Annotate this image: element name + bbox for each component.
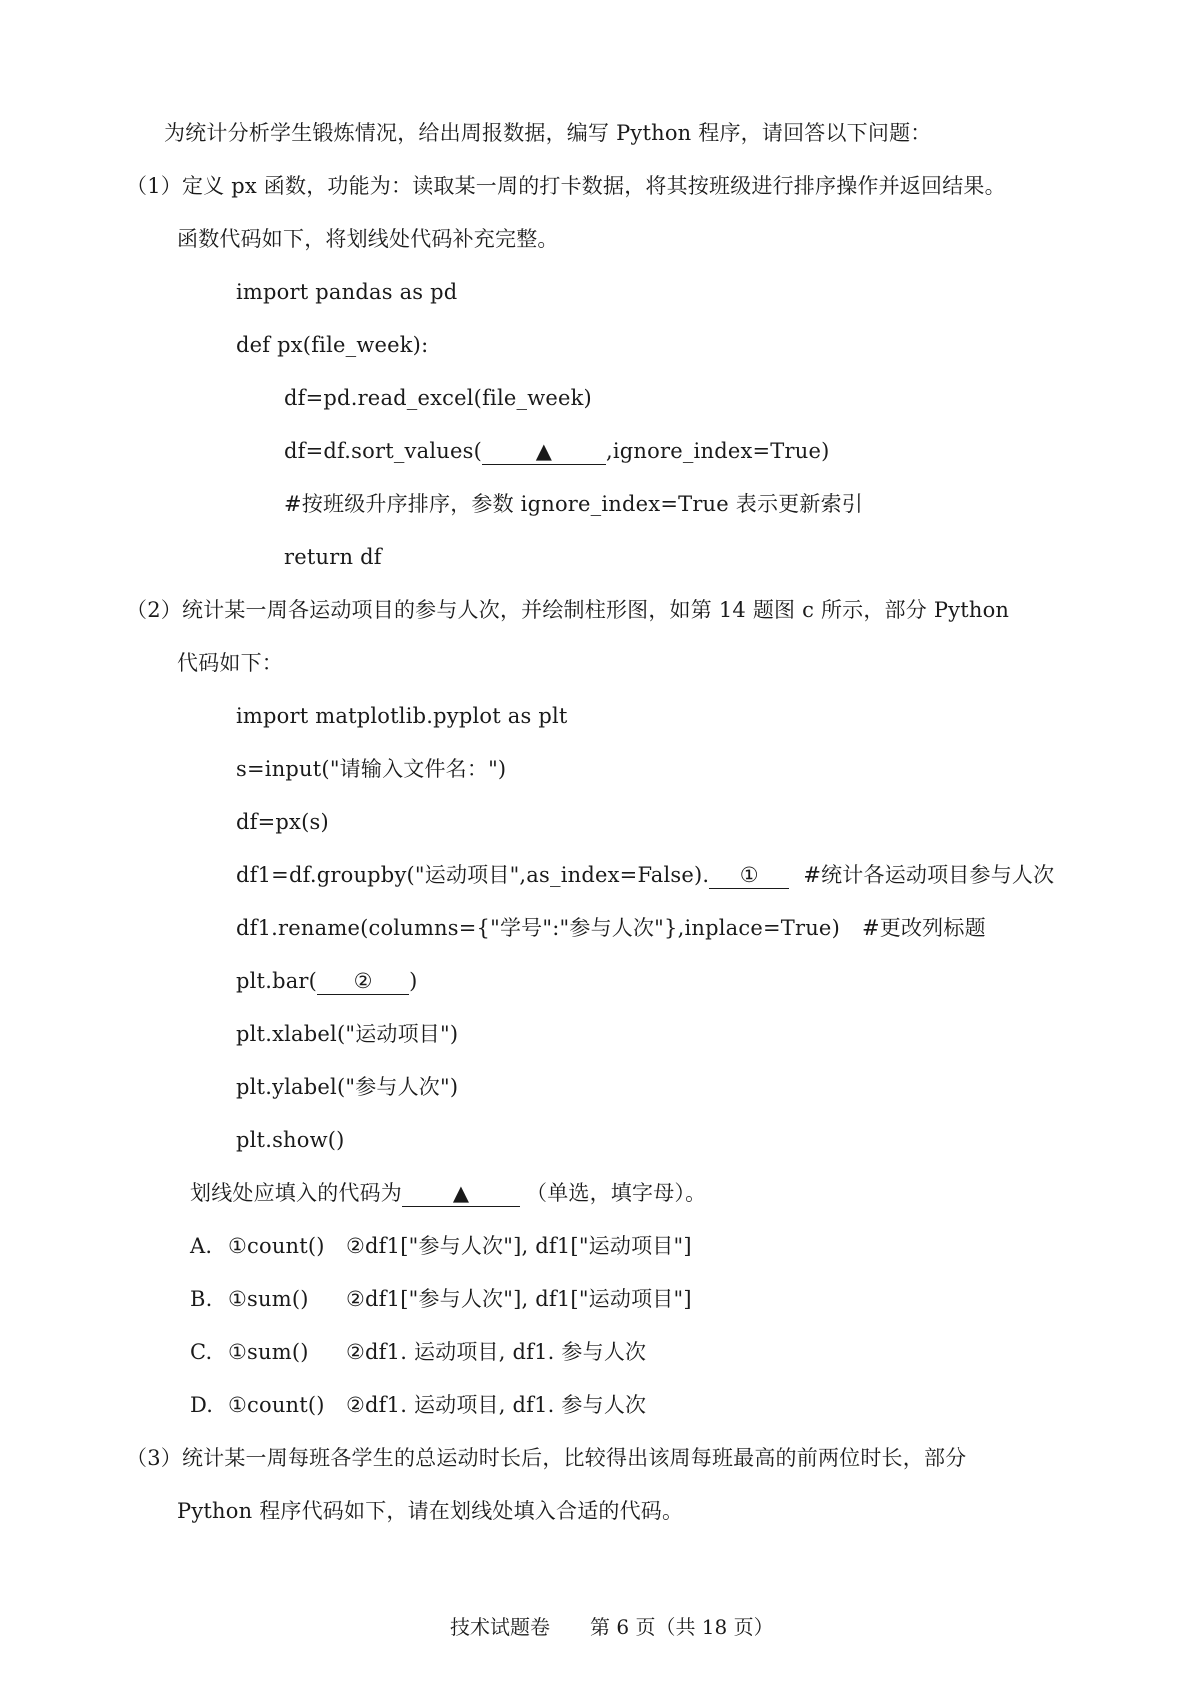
option-c [190, 1337, 646, 1367]
groupby-comment: #统计各运动项目参与人次 [803, 863, 1055, 887]
q2-text: （2）统计某一周各运动项目的参与人次，并绘制柱形图，如第 14 题图 c 所示，部分 Python [126, 598, 1010, 622]
option-part-1: ①sum() [228, 1287, 309, 1311]
fill-instruction [190, 1178, 706, 1208]
q3-text-2: Python 程序代码如下，请在划线处填入合适的代码。 [177, 1499, 684, 1523]
sort-prefix: df=df.sort_values( [284, 439, 482, 463]
option-part-2: ②df1["参与人次"], df1["运动项目"] [346, 1234, 692, 1258]
sort-blank: ▲ [482, 438, 606, 465]
rename-code: df1.rename(columns={"学号":"参与人次"},inplace=True) [236, 916, 840, 940]
q1-text: （1）定义 px 函数，功能为：读取某一周的打卡数据，将其按班级进行排序操作并返回结果。 [126, 174, 1006, 198]
bar-prefix: plt.bar( [236, 969, 318, 993]
code-ylabel: plt.ylabel("参与人次") [236, 1075, 459, 1099]
option-part-1: ①sum() [228, 1340, 309, 1364]
code-sort-values [284, 436, 830, 466]
intro-text: 为统计分析学生锻炼情况，给出周报数据，编写 Python 程序，请回答以下问题： [164, 121, 932, 145]
code-import-plt: import matplotlib.pyplot as plt [236, 704, 568, 728]
code-return: return df [284, 545, 382, 569]
code-bar [236, 966, 417, 996]
bar-blank: ② [317, 968, 409, 995]
option-part-2: ②df1. 运动项目, df1. 参与人次 [346, 1340, 647, 1364]
option-b [190, 1284, 692, 1314]
code-show: plt.show() [236, 1128, 345, 1152]
option-label: D. [190, 1393, 214, 1417]
option-label: A. [190, 1234, 213, 1258]
option-part-2: ②df1. 运动项目, df1. 参与人次 [346, 1393, 647, 1417]
code-import-pandas: import pandas as pd [236, 280, 458, 304]
option-part-2: ②df1["参与人次"], df1["运动项目"] [346, 1287, 692, 1311]
q3-text: （3）统计某一周每班各学生的总运动时长后，比较得出该周每班最高的前两位时长，部分 [126, 1446, 967, 1470]
option-a [190, 1231, 692, 1261]
code-df-px: df=px(s) [236, 810, 329, 834]
option-part-1: ①count() [228, 1234, 325, 1258]
fill-suffix: （单选，填字母）。 [526, 1181, 707, 1205]
option-part-1: ①count() [228, 1393, 325, 1417]
option-label: C. [190, 1340, 213, 1364]
q1-text-2: 函数代码如下，将划线处代码补充完整。 [177, 227, 559, 251]
footer-exam-name: 技术试题卷 [450, 1615, 550, 1639]
groupby-prefix: df1=df.groupby("运动项目",as_index=False). [236, 863, 710, 887]
q2-text-2: 代码如下： [177, 651, 283, 675]
code-input: s=input("请输入文件名：") [236, 757, 507, 781]
fill-blank: ▲ [402, 1180, 520, 1207]
code-groupby [236, 860, 1054, 890]
code-def-px: def px(file_week): [236, 333, 429, 357]
code-sort-comment: #按班级升序排序，参数 ignore_index=True 表示更新索引 [284, 492, 863, 516]
code-xlabel: plt.xlabel("运动项目") [236, 1022, 459, 1046]
rename-comment: #更改列标题 [861, 916, 986, 940]
option-label: B. [190, 1287, 213, 1311]
page-footer [450, 1612, 814, 1642]
footer-page-number: 第 6 页（共 18 页） [590, 1615, 774, 1639]
groupby-blank: ① [709, 862, 789, 889]
code-read-excel: df=pd.read_excel(file_week) [284, 386, 592, 410]
bar-suffix: ) [409, 969, 418, 993]
sort-suffix: ,ignore_index=True) [605, 439, 830, 463]
code-rename [236, 913, 986, 943]
fill-prefix: 划线处应填入的代码为 [190, 1181, 402, 1205]
option-d [190, 1390, 646, 1420]
